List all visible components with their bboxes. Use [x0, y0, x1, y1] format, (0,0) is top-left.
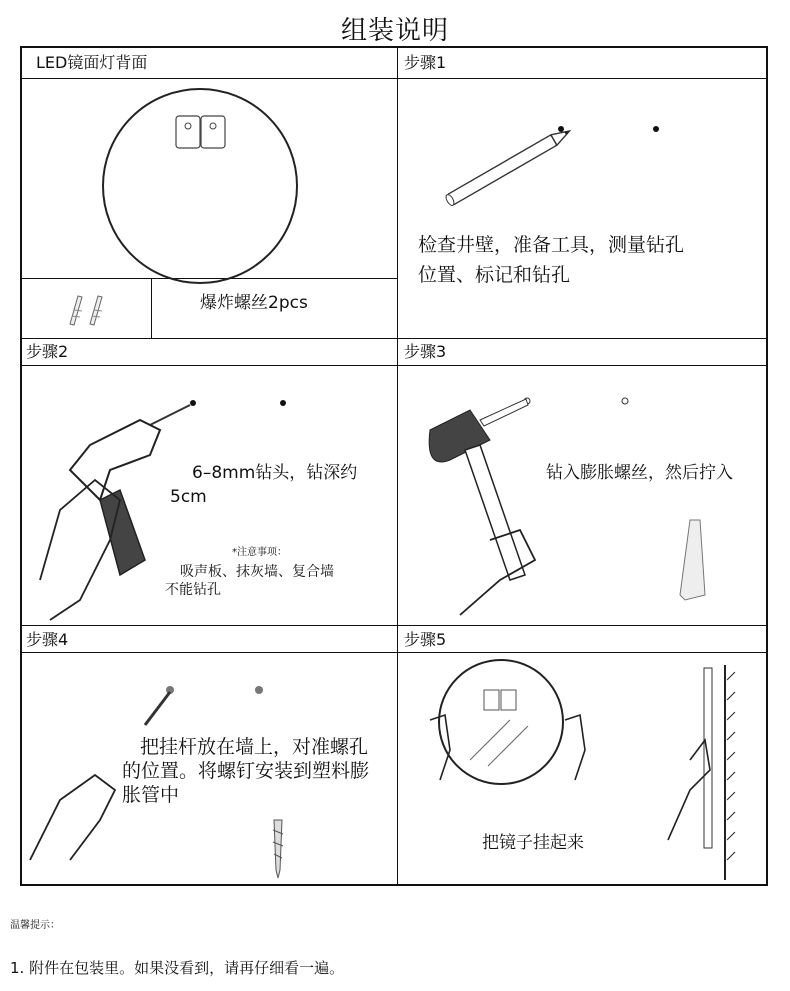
- step1-text-line2: 位置、标记和钻孔: [418, 264, 571, 286]
- step2-text-line1: 6–8mm钻头，钻深约: [192, 463, 358, 483]
- step4-header: 步骤4: [22, 629, 72, 651]
- step5-header: 步骤5: [400, 629, 450, 651]
- back-header: LED镜面灯背面: [32, 52, 151, 74]
- step2-note-title: *注意事项：: [232, 547, 287, 558]
- step4-text-line3: 胀管中: [122, 784, 180, 806]
- step2-note-line2: 不能钻孔: [165, 582, 221, 598]
- step2-header: 步骤2: [22, 341, 72, 363]
- tips-item-1: 1. 附件在包装里。如果没看到，请再仔细看一遍。: [10, 959, 345, 977]
- step2-text-line2: 5cm: [170, 487, 207, 507]
- step1-text-line1: 检查井壁，准备工具，测量钻孔: [418, 234, 685, 256]
- screws-label: 爆炸螺丝2pcs: [200, 293, 308, 313]
- step5-text: 把镜子挂起来: [482, 833, 584, 853]
- step3-header: 步骤3: [400, 341, 450, 363]
- step2-note-line1: 吸声板、抹灰墙、复合墙: [180, 564, 334, 580]
- step4-text-line2: 的位置。将螺钉安装到塑料膨: [122, 760, 370, 782]
- step3-text: 钻入膨胀螺丝，然后拧入: [546, 463, 733, 483]
- step4-text-line1: 把挂杆放在墙上，对准螺孔: [140, 736, 369, 758]
- tips-heading: 温馨提示：: [10, 920, 60, 931]
- page-title: 组装说明: [340, 16, 449, 46]
- step1-header: 步骤1: [400, 52, 450, 74]
